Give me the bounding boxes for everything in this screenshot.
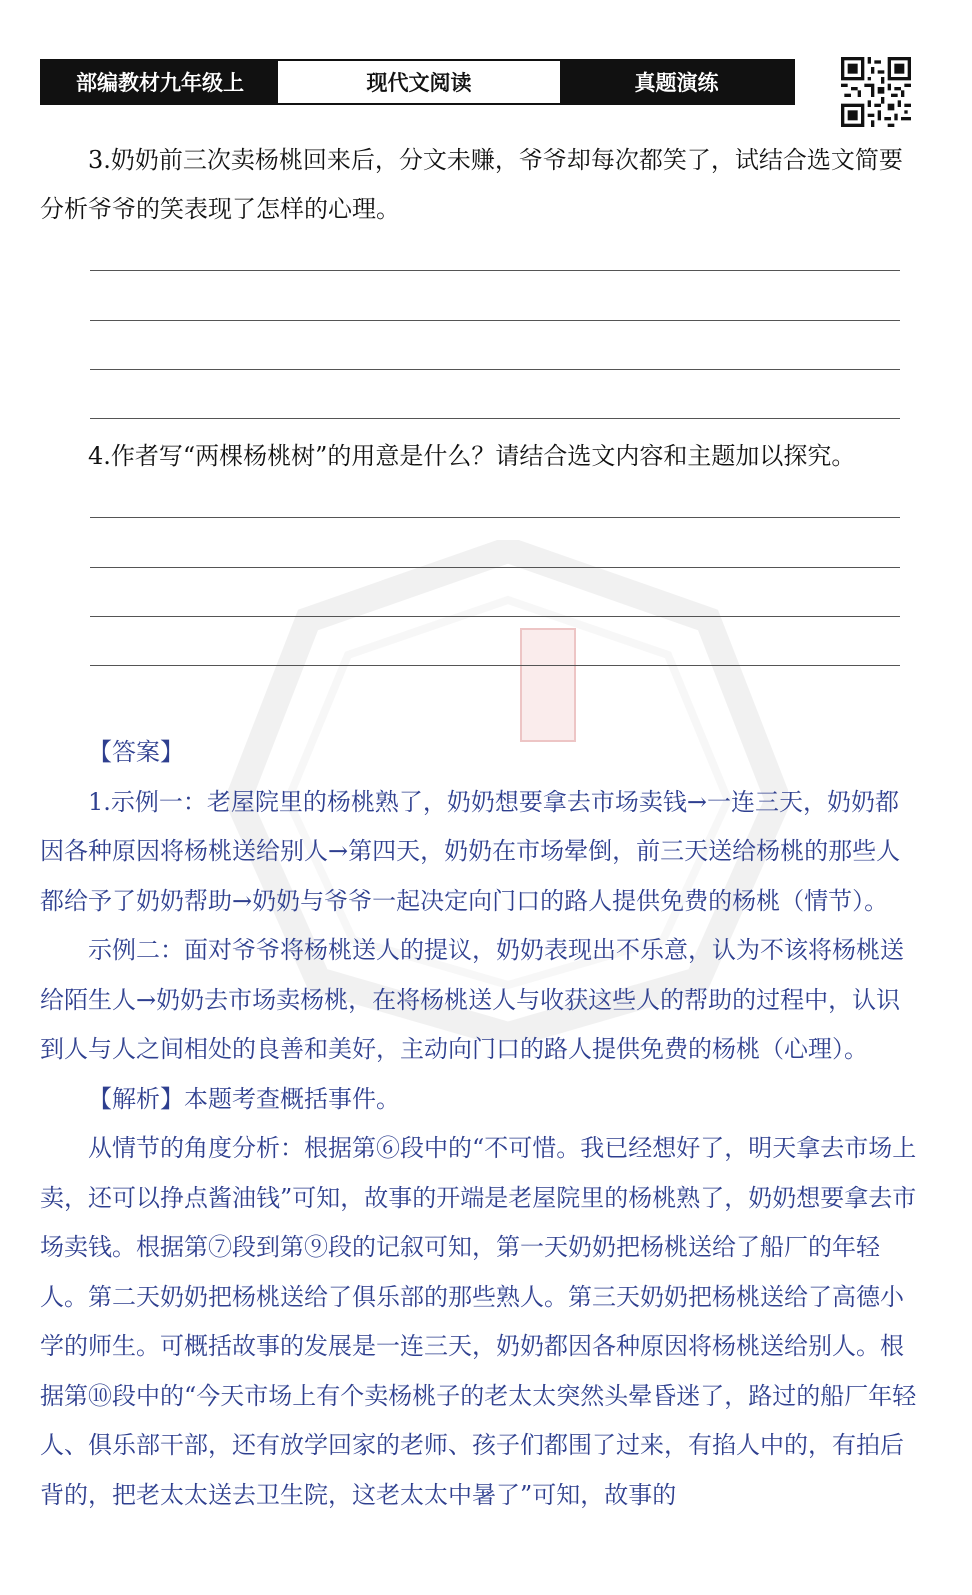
- qr-code: [841, 57, 911, 127]
- watermark-seal: [520, 628, 576, 742]
- answer-line: [90, 616, 900, 617]
- answer-example-1: 1.示例一：老屋院里的杨桃熟了，奶奶想要拿去市场卖钱→一连三天，奶奶都因各种原因将杨桃送给别人→第四天，奶奶在市场晕倒，前三天送给杨桃的那些人都给予了奶奶帮助→奶奶与爷爷一起决定向门口的路人提供免费的杨桃（情节）。: [40, 787, 901, 915]
- analysis-title: 【解析】本题考查概括事件。: [88, 1084, 400, 1113]
- answer-line: [90, 517, 900, 518]
- header-section-label: 现代文阅读: [278, 61, 560, 103]
- analysis-body: 从情节的角度分析：根据第⑥段中的“不可惜。我已经想好了，明天拿去市场上卖，还可以挣点酱油钱”可知，故事的开端是老屋院里的杨桃熟了，奶奶想要拿去市场卖钱。根据第⑦段到第⑨段的记叙可知，第一天奶奶把杨桃送给了船厂的年轻人。第二天奶奶把杨桃送给了俱乐部的那些熟人。第三天奶奶把杨桃送给了高德小学的师生。可概括故事的发展是一连三天，奶奶都因各种原因将杨桃送给别人。根据第⑩段中的“今天市场上有个卖杨桃子的老太太突然头晕昏迷了，路过的船厂年轻人、俱乐部干部，还有放学回家的老师、孩子们都围了过来，有掐人中的，有拍后背的，把老太太送去卫生院，这老太太中暑了”可知，故事的: [40, 1134, 917, 1509]
- header-grade-label: 部编教材九年级上: [42, 61, 278, 103]
- answer-line: [90, 418, 900, 419]
- answer-line: [90, 270, 900, 271]
- header-bar: [40, 59, 795, 105]
- header-practice-label: 真题演练: [560, 61, 793, 103]
- answer-line: [90, 567, 900, 568]
- answer-line: [90, 665, 900, 666]
- question-3: 3.奶奶前三次卖杨桃回来后，分文未赚，爷爷却每次都笑了，试结合选文简要分析爷爷的笑表现了怎样的心理。: [40, 146, 903, 223]
- question-4: 4.作者写“两棵杨桃树”的用意是什么？请结合选文内容和主题加以探究。: [88, 442, 856, 470]
- answer-line: [90, 320, 900, 321]
- answer-example-2: 示例二：面对爷爷将杨桃送人的提议，奶奶表现出不乐意，认为不该将杨桃送给陌生人→奶奶去市场卖杨桃，在将杨桃送人与收获这些人的帮助的过程中，认识到人与人之间相处的良善和美好，主动向门口的路人提供免费的杨桃（心理）。: [40, 936, 904, 1063]
- answer-line: [90, 369, 900, 370]
- answer-title: 【答案】: [88, 738, 184, 766]
- answer-section: [40, 728, 920, 1520]
